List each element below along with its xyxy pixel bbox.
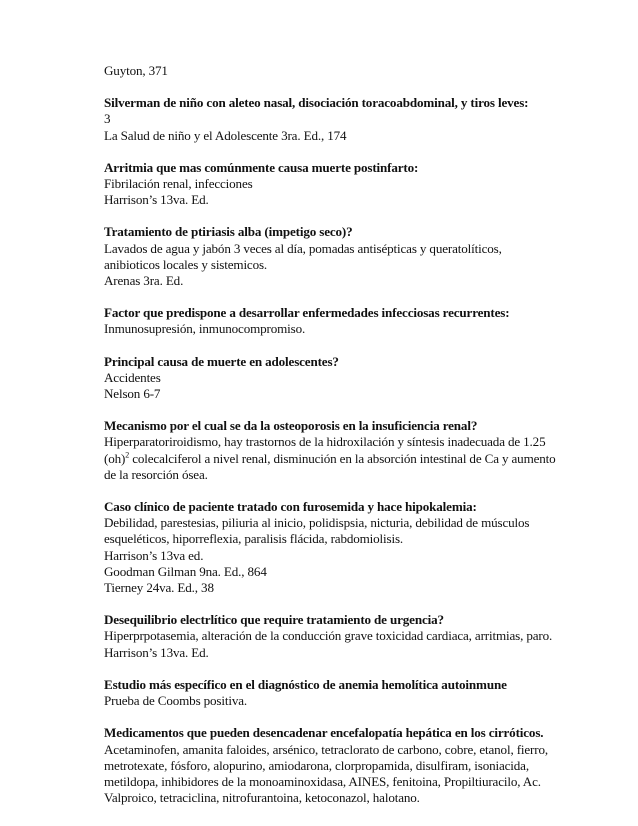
reference-text: Guyton, 371 <box>104 63 168 78</box>
answer-line: Lavados de agua y jabón 3 veces al día, pomadas antisépticas y queratolíticos, <box>104 240 502 256</box>
reference-line <box>104 63 624 79</box>
answer-line: Tierney 24va. Ed., 38 <box>104 580 214 596</box>
answer-line: metildopa, inhibidores de la monoaminoxidasa, AINES, fenitoina, Propiltiuracilo, Ac. <box>104 773 541 789</box>
answer-line: Arenas 3ra. Ed. <box>104 273 184 289</box>
qa-entry <box>104 418 624 483</box>
qa-entry <box>104 354 624 403</box>
answer-line: anibioticos locales y sistemicos. <box>104 256 268 272</box>
answer-line: Prueba de Coombs positiva. <box>104 693 248 709</box>
qa-entry <box>104 305 624 337</box>
answer-line: de la resorción ósea. <box>104 466 208 482</box>
answer-line-superscript <box>104 451 624 467</box>
qa-entry <box>104 612 624 661</box>
answer-line: Debilidad, parestesias, piliuria al inicio, polidispsia, nicturia, debilidad de músculos <box>104 515 530 531</box>
answer-line: Goodman Gilman 9na. Ed., 864 <box>104 563 267 579</box>
formula-text: (oh) <box>104 450 126 466</box>
question-heading: Estudio más específico en el diagnóstico de anemia hemolítica autoinmune <box>104 676 507 692</box>
answer-line: metrotexate, fósforo, alopurino, amiodarona, clorpropamida, disulfiram, isoniacida, <box>104 757 529 773</box>
answer-line: Fibrilación renal, infecciones <box>104 176 253 192</box>
question-heading: Factor que predispone a desarrollar enfermedades infecciosas recurrentes: <box>104 305 510 321</box>
answer-line: Acetaminofen, amanita faloides, arsénico, tetraclorato de carbono, cobre, etanol, fierro, <box>104 741 548 757</box>
qa-entry <box>104 160 624 209</box>
answer-line: Accidentes <box>104 369 161 385</box>
answer-line: Harrison’s 13va ed. <box>104 547 204 563</box>
answer-line: La Salud de niño y el Adolescente 3ra. Ed., 174 <box>104 127 347 143</box>
question-heading: Silverman de niño con aleteo nasal, disociación toracoabdominal, y tiros leves: <box>104 95 529 111</box>
question-heading: Caso clínico de paciente tratado con furosemida y hace hipokalemia: <box>104 499 477 515</box>
qa-entry <box>104 725 624 806</box>
answer-line: 3 <box>104 111 111 127</box>
question-heading: Mecanismo por el cual se da la osteoporosis en la insuficiencia renal? <box>104 418 478 434</box>
answer-line: Harrison’s 13va. Ed. <box>104 192 209 208</box>
answer-line: Hiperparatoriroidismo, hay trastornos de la hidroxilación y síntesis inadecuada de 1.25 <box>104 434 546 450</box>
question-heading: Arritmia que mas comúnmente causa muerte postinfarto: <box>104 159 419 175</box>
question-heading: Medicamentos que pueden desencadenar encefalopatía hepática en los cirróticos. <box>104 725 544 741</box>
answer-line: Nelson 6-7 <box>104 386 161 402</box>
qa-entry <box>104 95 624 144</box>
question-heading: Desequilibrio electrlítico que require tratamiento de urgencia? <box>104 612 444 628</box>
answer-line: Valproico, tetraciclina, nitrofurantoina, ketoconazol, halotano. <box>104 790 420 806</box>
answer-line: Harrison’s 13va. Ed. <box>104 644 209 660</box>
qa-entry <box>104 224 624 289</box>
answer-text: colecalciferol a nivel renal, disminución en la absorción intestinal de Ca y aumento <box>129 450 556 466</box>
qa-entry <box>104 499 624 596</box>
answer-line: esqueléticos, hiporreflexia, paralisis flácida, rabdomiolisis. <box>104 531 404 547</box>
question-heading: Principal causa de muerte en adolescentes? <box>104 353 339 369</box>
question-heading: Tratamiento de ptiriasis alba (impetigo seco)? <box>104 224 353 240</box>
qa-entry <box>104 677 624 709</box>
superscript-number: 2 <box>125 450 130 460</box>
answer-line: Hiperprpotasemia, alteración de la conducción grave toxicidad cardiaca, arritmias, paro. <box>104 628 553 644</box>
document-page <box>104 63 624 822</box>
answer-line: Inmunosupresión, inmunocompromiso. <box>104 321 306 337</box>
